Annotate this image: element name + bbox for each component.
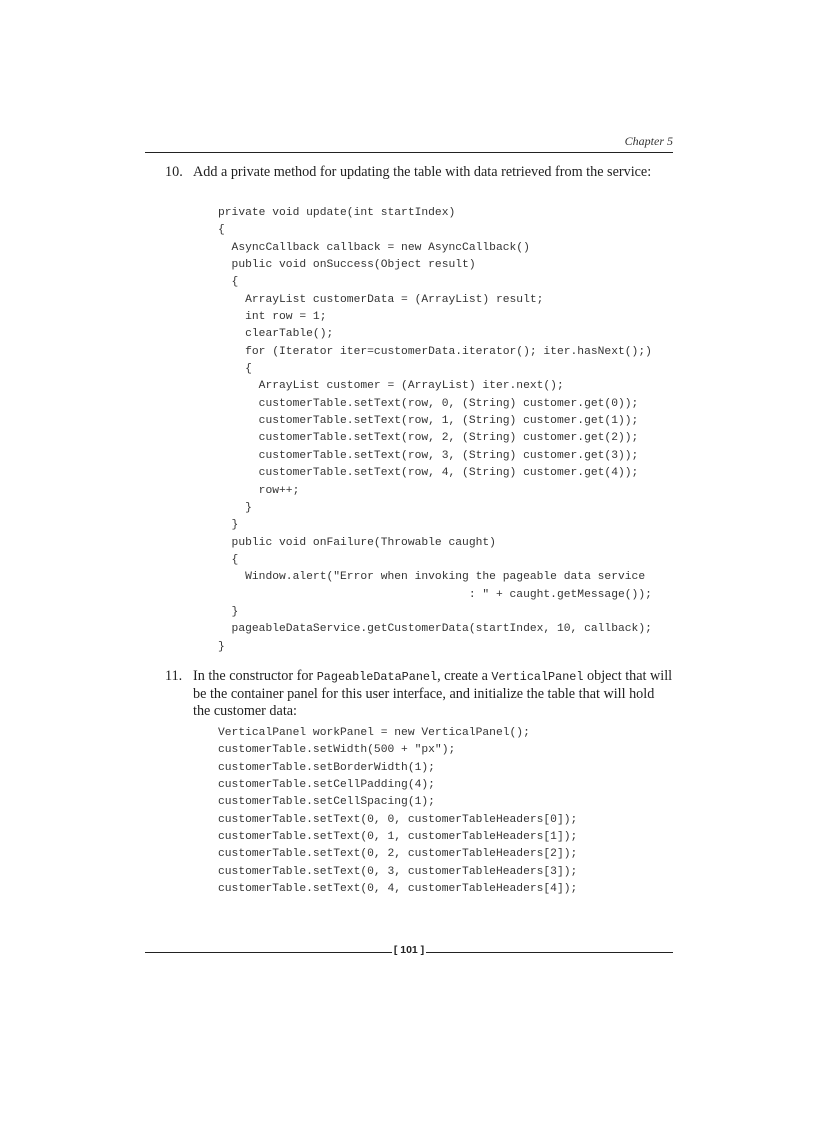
footer-rule [145,952,392,953]
code-block-update-method [218,205,652,656]
code-line: { [218,363,252,376]
code-line: customerTable.setText(0, 4, customerTableHeaders[4]); [218,883,578,896]
code-line: customerTable.setCellSpacing(1); [218,796,435,809]
code-line: for (Iterator iter=customerData.iterator(); iter.hasNext();) [218,345,652,358]
step-number: 10. [165,164,183,180]
code-line: customerTable.setBorderWidth(1); [218,761,435,774]
step-number: 11. [165,668,183,684]
code-line: VerticalPanel workPanel = new VerticalPanel(); [218,727,530,739]
code-line: customerTable.setCellPadding(4); [218,779,435,792]
code-line: int row = 1; [218,311,327,324]
code-line: ArrayList customerData = (ArrayList) result; [218,293,544,306]
code-line: public void onSuccess(Object result) [218,259,476,272]
code-line: } [218,640,225,653]
code-line: { [218,224,225,237]
inline-code-class-name: PageableDataPanel [316,670,438,684]
code-line: : " + caught.getMessage()); [218,588,652,601]
code-line: Window.alert("Error when invoking the pageable data service [218,571,646,584]
code-line: } [218,519,239,532]
code-line: customerTable.setText(row, 0, (String) customer.get(0)); [218,397,639,410]
page-number: [ 101 ] [393,944,425,956]
code-line: row++; [218,484,300,497]
code-line: customerTable.setText(0, 3, customerTableHeaders[3]); [218,865,578,878]
code-line: clearTable(); [218,328,334,341]
code-line: AsyncCallback callback = new AsyncCallback() [218,241,530,254]
step-10 [165,164,675,181]
chapter-label: Chapter 5 [624,134,673,148]
step-text [193,668,675,720]
step-text: Add a private method for updating the table with data retrieved from the service: [193,164,652,180]
step-text-part: object that will be the container panel for this user interface, and initialize the table that will hold the customer data: [193,668,673,719]
code-line: customerTable.setText(row, 3, (String) customer.get(3)); [218,449,639,462]
code-line: customerTable.setText(0, 2, customerTableHeaders[2]); [218,848,578,861]
code-line: } [218,501,252,514]
code-line: ArrayList customer = (ArrayList) iter.next(); [218,380,564,393]
inline-code-class-name: VerticalPanel [491,670,584,684]
page-header [145,132,673,153]
code-line: customerTable.setText(row, 1, (String) customer.get(1)); [218,415,639,428]
code-line: pageableDataService.getCustomerData(startIndex, 10, callback); [218,623,652,636]
code-line: customerTable.setWidth(500 + "px"); [218,744,456,757]
code-line: } [218,605,239,618]
code-line: { [218,276,239,289]
step-11 [165,668,675,720]
code-line: { [218,553,239,566]
code-line: private void update(int startIndex) [218,207,456,219]
code-line: customerTable.setText(0, 0, customerTableHeaders[0]); [218,813,578,826]
page-footer [145,942,673,962]
code-line: public void onFailure(Throwable caught) [218,536,496,549]
step-text-part: In the constructor for [193,668,317,684]
code-line: customerTable.setText(row, 2, (String) customer.get(2)); [218,432,639,445]
code-line: customerTable.setText(row, 4, (String) customer.get(4)); [218,467,639,480]
code-line: customerTable.setText(0, 1, customerTableHeaders[1]); [218,831,578,844]
code-block-constructor [218,725,577,898]
step-text-part: , create a [437,668,492,684]
footer-rule [426,952,673,953]
